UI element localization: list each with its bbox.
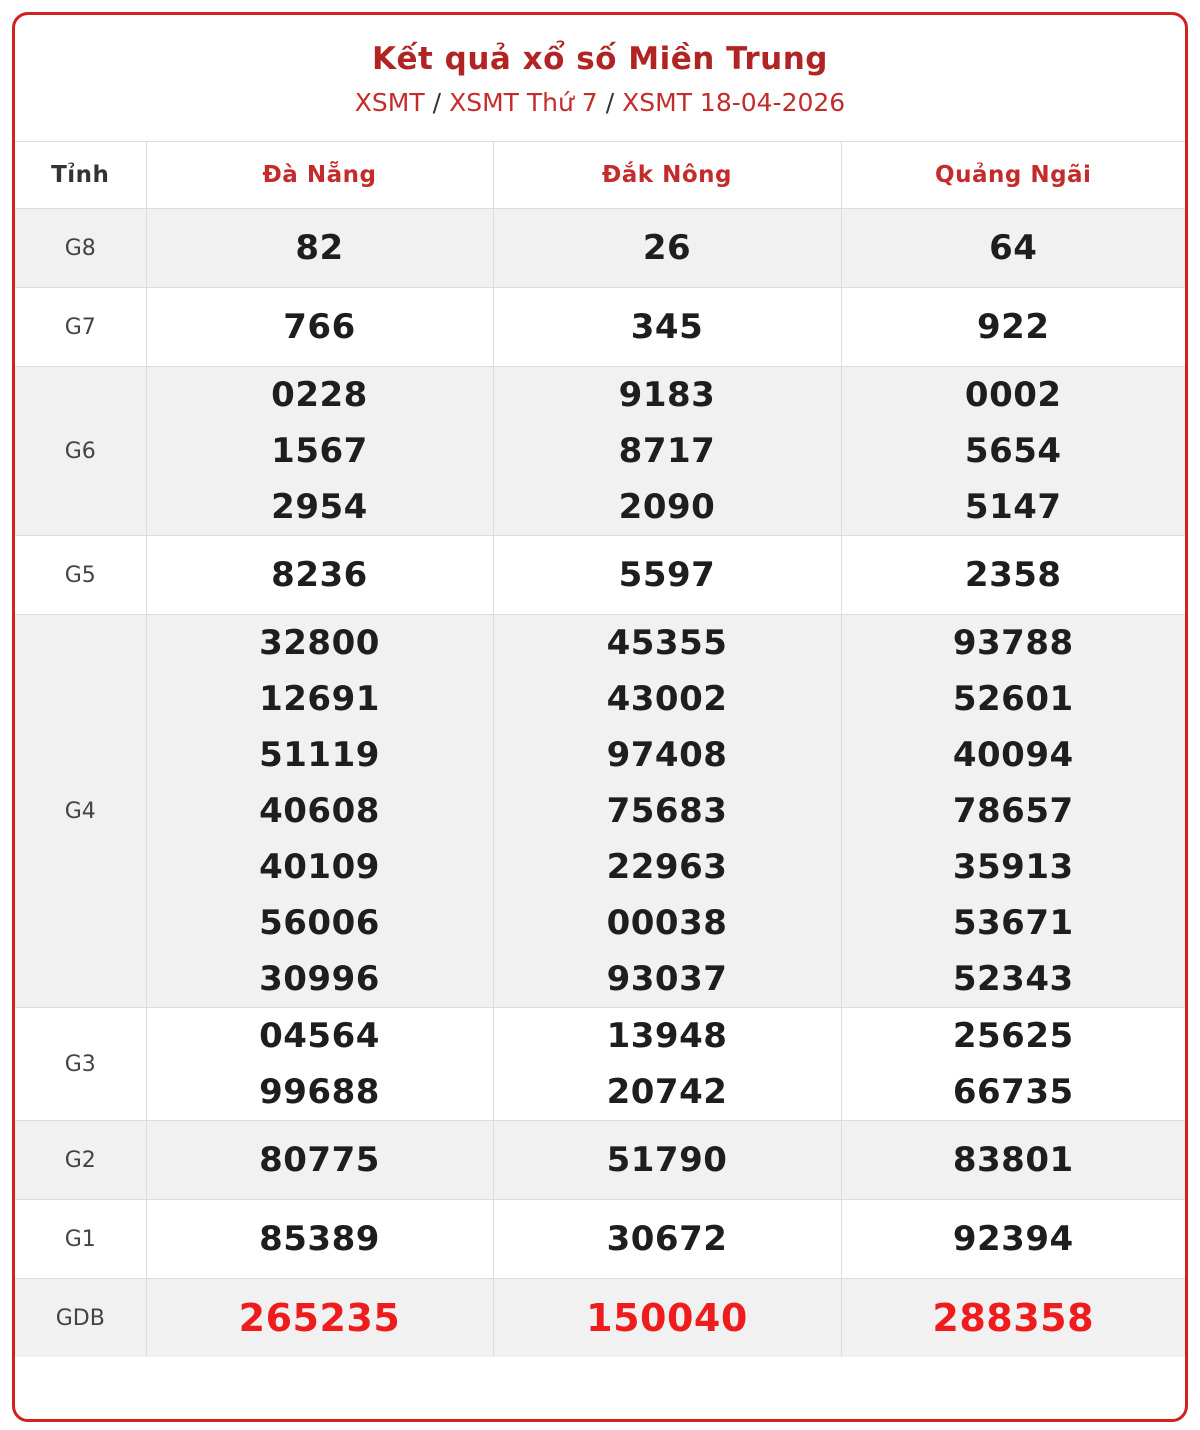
result-number: 99688 (259, 1072, 380, 1112)
prize-row-g4 (15, 615, 1185, 1008)
result-number: 0228 (271, 375, 368, 415)
prize-label: G2 (15, 1121, 146, 1200)
result-number: 52343 (952, 959, 1074, 999)
result-cell (841, 1279, 1185, 1358)
result-number: 04564 (259, 1016, 380, 1056)
result-cell (841, 1008, 1185, 1121)
result-number: 40094 (952, 735, 1074, 775)
result-number: 80775 (259, 1140, 380, 1180)
prize-label: GDB (15, 1279, 146, 1358)
result-number: 26 (642, 228, 692, 268)
result-cell (841, 209, 1185, 288)
result-number: 40608 (259, 791, 380, 831)
breadcrumb-link-xsmt-thu-7[interactable]: XSMT Thứ 7 (449, 88, 598, 117)
result-number: 64 (989, 228, 1038, 268)
result-number: 97408 (606, 735, 728, 775)
breadcrumb-link-xsmt-date[interactable]: XSMT 18-04-2026 (622, 88, 846, 117)
result-number: 12691 (259, 679, 380, 719)
result-number: 53671 (952, 903, 1074, 943)
result-number: 2090 (618, 487, 716, 527)
result-number: 56006 (259, 903, 380, 943)
column-header-province-label: Tỉnh (15, 142, 146, 209)
result-number: 5597 (618, 555, 716, 595)
result-cell (146, 367, 493, 536)
result-number: 2954 (271, 487, 368, 527)
breadcrumb-link-xsmt[interactable]: XSMT (354, 88, 425, 117)
result-cell (146, 615, 493, 1008)
prize-row-g1 (15, 1200, 1185, 1279)
result-number: 1567 (271, 431, 368, 471)
result-cell (146, 1008, 493, 1121)
result-number: 35913 (952, 847, 1074, 887)
result-cell (841, 1200, 1185, 1279)
result-number: 93037 (606, 959, 728, 999)
result-number: 85389 (259, 1219, 380, 1259)
result-number: 82 (295, 228, 344, 268)
result-number: 83801 (952, 1140, 1074, 1180)
prize-row-g3 (15, 1008, 1185, 1121)
result-number: 93788 (952, 623, 1074, 663)
result-number: 8236 (271, 555, 368, 595)
result-cell (493, 615, 841, 1008)
prize-row-g6 (15, 367, 1185, 536)
result-cell (493, 1008, 841, 1121)
special-prize-number: 265235 (238, 1296, 401, 1340)
prize-row-g8 (15, 209, 1185, 288)
result-cell (841, 288, 1185, 367)
result-number: 30996 (259, 959, 380, 999)
special-prize-number: 288358 (932, 1296, 1095, 1340)
result-number: 52601 (952, 679, 1074, 719)
prize-label: G3 (15, 1008, 146, 1121)
result-cell (146, 1121, 493, 1200)
result-cell (493, 209, 841, 288)
result-number: 51119 (259, 735, 380, 775)
result-number: 45355 (606, 623, 728, 663)
prize-label: G8 (15, 209, 146, 288)
result-cell (841, 536, 1185, 615)
result-cell (146, 288, 493, 367)
prize-label: G5 (15, 536, 146, 615)
page-title: Kết quả xổ số Miền Trung (372, 41, 828, 77)
result-cell (493, 1200, 841, 1279)
prize-row-g5 (15, 536, 1185, 615)
result-number: 9183 (618, 375, 716, 415)
breadcrumb-separator: / (605, 88, 615, 117)
prize-label: G7 (15, 288, 146, 367)
result-number: 345 (630, 307, 704, 347)
result-number: 0002 (964, 375, 1062, 415)
result-number: 766 (283, 307, 356, 347)
prize-label: G4 (15, 615, 146, 1008)
result-number: 22963 (606, 847, 728, 887)
result-number: 66735 (952, 1072, 1074, 1112)
result-number: 75683 (606, 791, 728, 831)
result-number: 5654 (964, 431, 1062, 471)
result-cell (493, 367, 841, 536)
result-number: 40109 (259, 847, 380, 887)
result-cell (146, 209, 493, 288)
prize-row-g7 (15, 288, 1185, 367)
breadcrumb-separator: / (432, 88, 442, 117)
results-table (15, 142, 1185, 1357)
result-number: 13948 (606, 1016, 728, 1056)
results-header (15, 15, 1185, 142)
table-header-row (15, 142, 1185, 209)
result-cell (841, 1121, 1185, 1200)
result-number: 32800 (259, 623, 380, 663)
result-number: 00038 (606, 903, 728, 943)
result-cell (841, 367, 1185, 536)
result-number: 30672 (606, 1219, 728, 1259)
result-number: 43002 (606, 679, 728, 719)
result-cell (493, 288, 841, 367)
special-prize-number: 150040 (586, 1296, 748, 1340)
result-cell (146, 1279, 493, 1358)
result-number: 92394 (952, 1219, 1074, 1259)
result-number: 51790 (606, 1140, 728, 1180)
result-number: 8717 (618, 431, 716, 471)
result-number: 78657 (952, 791, 1074, 831)
prize-row-g2 (15, 1121, 1185, 1200)
result-cell (841, 615, 1185, 1008)
column-header-quang-ngai[interactable]: Quảng Ngãi (841, 142, 1185, 209)
results-card (12, 12, 1188, 1422)
result-number: 2358 (964, 555, 1062, 595)
prize-label: G6 (15, 367, 146, 536)
prize-row-gdb (15, 1279, 1185, 1358)
results-body (15, 209, 1185, 1358)
result-number: 5147 (964, 487, 1062, 527)
result-number: 25625 (952, 1016, 1074, 1056)
result-cell (493, 536, 841, 615)
column-header-dak-nong[interactable]: Đắk Nông (493, 142, 841, 209)
result-cell (493, 1279, 841, 1358)
result-cell (146, 536, 493, 615)
result-number: 20742 (606, 1072, 728, 1112)
result-cell (146, 1200, 493, 1279)
result-cell (493, 1121, 841, 1200)
column-header-da-nang[interactable]: Đà Nẵng (146, 142, 493, 209)
prize-label: G1 (15, 1200, 146, 1279)
result-number: 922 (977, 307, 1050, 347)
breadcrumb (15, 87, 1185, 119)
